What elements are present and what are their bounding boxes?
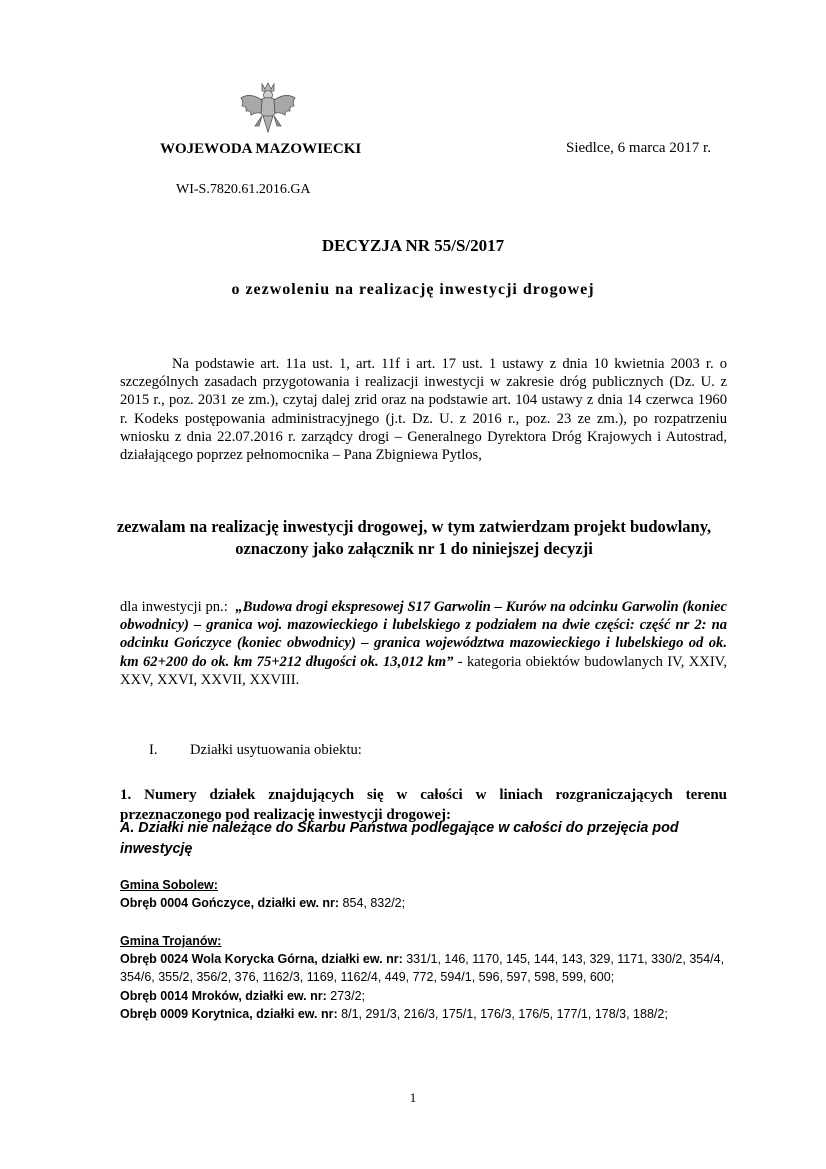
section-heading: Działki usytuowania obiektu: [190,742,362,758]
point-1-heading: 1. Numery działek znajdujących się w całości w liniach rozgraniczających terenu przeznaczonego pod realizację inwestycji drogowej: [120,787,727,823]
obreb-label: Obręb 0004 Gończyce, działki ew. nr: [120,896,340,911]
issuing-authority: WOJEWODA MAZOWIECKI [160,141,362,157]
obreb-line [120,1005,727,1023]
investment-name: „Budowa drogi ekspresowej S17 Garwolin – Kurów na odcinku Garwolin (koniec obwodnicy) – granica woj. mazowieckiego i lubelskiego z podziałem na dwie części: część nr 2: na odcinku Gończyce (koniec obwodnicy) – granica województwa mazowieckiego i lubelskiego od ok. km 62+200 do ok. km 75+212 długości ok. 13,012 km” [120,599,727,670]
obreb-plots: 273/2; [326,988,366,1003]
obreb-plots: 854, 832/2; [339,896,406,911]
obreb-label: Obręb 0014 Mroków, działki ew. nr: [120,988,327,1003]
investment-description [120,598,727,689]
decision-subtitle: o zezwoleniu na realizację inwestycji drogowej [231,281,595,298]
section-numeral: I. [149,742,158,758]
obreb-label: Obręb 0009 Korytnica, działki ew. nr: [120,1006,338,1021]
place-and-date: Siedlce, 6 marca 2017 r. [566,140,711,156]
obreb-plots: 8/1, 291/3, 216/3, 175/1, 176/3, 176/5, 177/1, 178/3, 188/2; [337,1006,668,1021]
decision-title: DECYZJA NR 55/S/2017 [321,236,505,255]
obreb-line [120,950,727,986]
obreb-plots: 331/1, 146, 1170, 145, 144, 143, 329, 1171, 330/2, 354/4, 354/6, 355/2, 356/2, 376, 1162/3, 1169, 1162/4, 449, 772, 594/1, 596, 597, 598, 599, 600; [120,952,725,985]
obreb-line [120,987,727,1005]
gmina-name: Gmina Trojanów: [120,934,222,948]
page-number: 1 [409,1090,417,1105]
investment-prefix: dla inwestycji pn.: [120,599,228,615]
polish-eagle-emblem-icon [238,80,298,142]
gmina-trojanow-block [120,932,727,1023]
subsection-a-heading: A. Działki nie należące do Skarbu Państwa podlegające w całości do przejęcia pod inwestycję [120,820,679,857]
gmina-name: Gmina Sobolew: [120,878,218,892]
decision-statement: zezwalam na realizację inwestycji drogowej, w tym zatwierdzam projekt budowlany, oznaczony jako załącznik nr 1 do niniejszej decyzji [116,517,712,558]
legal-basis-paragraph: Na podstawie art. 11a ust. 1, art. 11f i art. 17 ust. 1 ustawy z dnia 10 kwietnia 2003 r. o szczególnych zasadach przygotowania i realizacji inwestycji w zakresie dróg publicznych (Dz. U. z 2015 r., poz. 2031 ze zm.), czytaj dalej zrid oraz na podstawie art. 104 ustawy z dnia 14 czerwca 1960 r. Kodeks postępowania administracyjnego (j.t. Dz. U. z 2016 r., poz. 23 ze zm.), po rozpatrzeniu wniosku z dnia 22.07.2016 r. zarządcy drogi – Generalnego Dyrektora Dróg Krajowych i Autostrad, działającego poprzez pełnomocnika – Pana Zbigniewa Pytlos, [120,356,727,464]
case-reference-number: WI-S.7820.61.2016.GA [176,182,311,197]
investment-category: - kategoria obiektów budowlanych IV, XXIV, XXV, XXVI, XXVII, XXVIII. [120,653,727,688]
obreb-label: Obręb 0024 Wola Korycka Górna, działki ew. nr: [120,952,403,967]
obreb-line [120,894,727,912]
gmina-sobolew-block [120,876,727,912]
